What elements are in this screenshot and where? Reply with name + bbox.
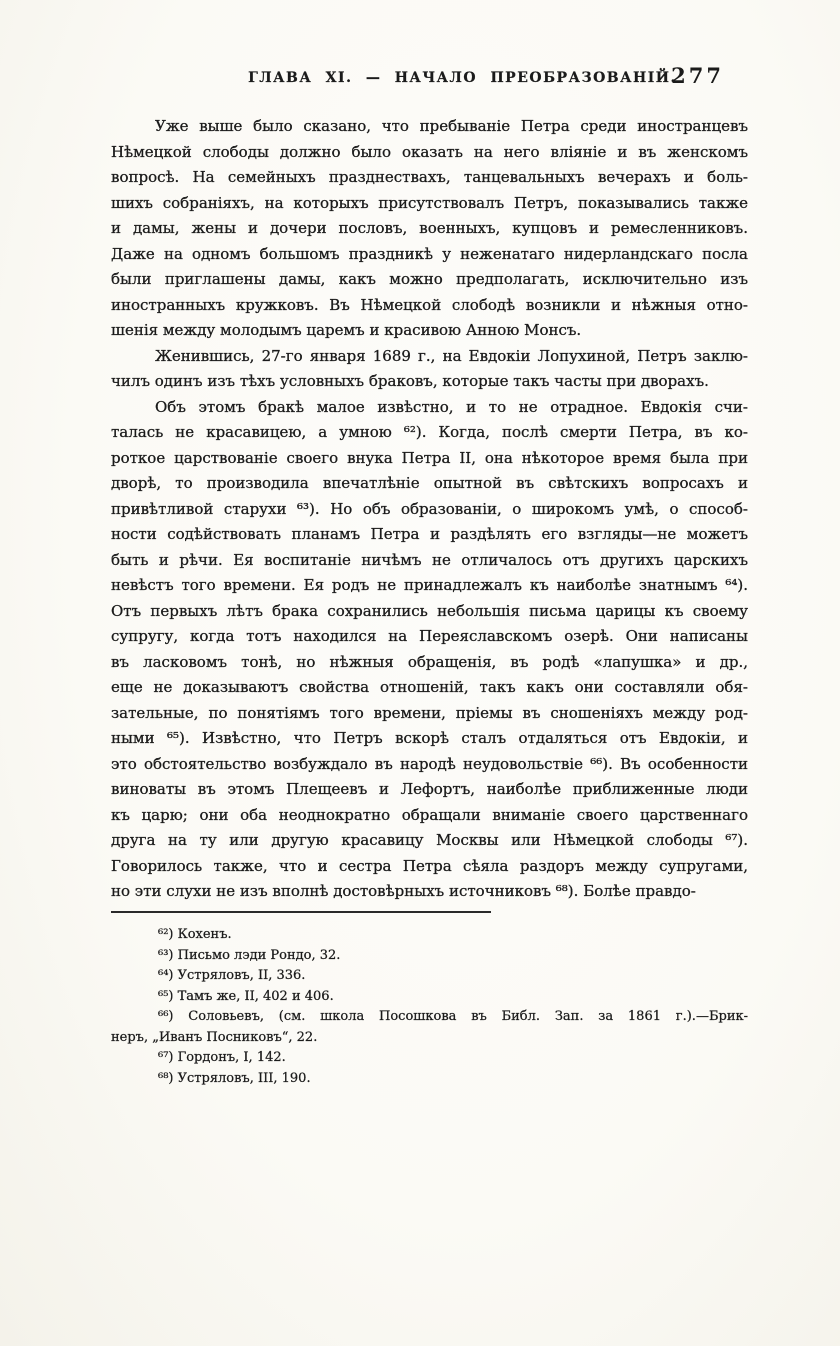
text-line: ⁶⁴) Устряловъ, II, 336. (158, 968, 306, 983)
text-line: Отъ первыхъ лѣтъ брака сохранились небольшія письма царицы къ своему (111, 601, 748, 620)
text-line: ⁶⁶) Соловьевъ, (см. школа Посошкова въ Библ. Зап. за 1861 г.).—Брик- (158, 1009, 748, 1024)
text-line: виноваты въ этомъ Плещеевъ и Лефортъ, наиболѣе приближенные люди (111, 780, 748, 798)
text-line: это обстоятельство возбуждало въ народѣ неудовольствіе ⁶⁶). Въ особенности (111, 754, 748, 773)
text-line: шихъ собраніяхъ, на которыхъ присутствовалъ Петръ, показывались также (111, 193, 748, 212)
text-line: шенія между молодымъ царемъ и красивою Анною Монсъ. (111, 321, 582, 339)
footnote (111, 987, 748, 1008)
text-line: друга на ту или другую красавицу Москвы или Нѣмецкой слободы ⁶⁷). (111, 831, 748, 849)
footnote (111, 1048, 748, 1069)
text-line: были приглашены дамы, какъ можно предполагать, исключительно изъ (111, 270, 748, 288)
text-line: ⁶⁸) Устряловъ, III, 190. (158, 1070, 311, 1086)
text-line: Уже выше было сказано, что пребываніе Петра среди иностранцевъ (155, 117, 748, 135)
text-line: ⁶²) Кохенъ. (158, 927, 232, 942)
running-title: ГЛАВА XI. — НАЧАЛО ПРЕОБРАЗОВАНІЙ. (248, 70, 677, 86)
text-line: зательные, по понятіямъ того времени, пріемы въ сношеніяхъ между род- (111, 703, 748, 722)
text-line: иностранныхъ кружковъ. Въ Нѣмецкой слободѣ возникли и нѣжныя отно- (111, 295, 748, 314)
footnote (111, 946, 748, 967)
text-line: ности содѣйствовать планамъ Петра и раздѣлять его взгляды—не можетъ (111, 525, 748, 543)
paragraph (111, 344, 748, 395)
text-line: ⁶⁷) Гордонъ, I, 142. (158, 1050, 286, 1065)
text-line: Нѣмецкой слободы должно было оказать на него вліяніе и въ женскомъ (111, 142, 748, 161)
page-header (111, 63, 748, 100)
footnotes (111, 925, 748, 1089)
text-line: но эти слухи не изъ вполнѣ достовѣрныхъ источниковъ ⁶⁸). Болѣе правдо- (111, 882, 696, 900)
text-line: талась не красавицею, а умною ⁶²). Когда, послѣ смерти Петра, въ ко- (111, 423, 748, 441)
text-line: ⁶⁵) Тамъ же, II, 402 и 406. (158, 988, 334, 1004)
footnote-separator (111, 911, 491, 913)
text-line: Даже на одномъ большомъ праздникѣ у неженатаго нидерландскаго посла (111, 244, 748, 263)
footnote (111, 966, 748, 987)
paragraph (111, 114, 748, 344)
footnote (111, 1007, 748, 1048)
text-line: Говорилось также, что и сестра Петра сѣяла раздоръ между супругами, (111, 856, 748, 875)
text-line: привѣтливой старухи ⁶³). Но объ образованіи, о широкомъ умѣ, о способ- (111, 499, 748, 518)
footnote (111, 925, 748, 946)
text-line: ными ⁶⁵). Извѣстно, что Петръ вскорѣ сталъ отдаляться отъ Евдокіи, и (111, 729, 748, 747)
text-line: чилъ одинъ изъ тѣхъ условныхъ браковъ, которые такъ часты при дворахъ. (111, 372, 709, 390)
text-line: и дамы, жены и дочери пословъ, военныхъ, купцовъ и ремесленниковъ. (111, 219, 748, 237)
text-line: быть и рѣчи. Ея воспитаніе ничѣмъ не отличалось отъ другихъ царскихъ (111, 550, 748, 569)
text-line: невѣстъ того времени. Ея родъ не принадлежалъ къ наиболѣе знатнымъ ⁶⁴). (111, 576, 748, 594)
footnote (111, 1069, 748, 1090)
text-line: въ ласковомъ тонѣ, но нѣжныя обращенія, въ родѣ «лапушка» и др., (111, 652, 748, 671)
paragraph (111, 395, 748, 905)
page-number: 277 (671, 63, 724, 88)
text-line: ⁶³) Письмо лэди Рондо, 32. (158, 947, 341, 963)
text-line: еще не доказываютъ свойства отношеній, такъ какъ они составляли обя- (111, 678, 748, 696)
text-line: неръ, „Иванъ Посниковъ“, 22. (111, 1029, 318, 1045)
body-text (111, 114, 748, 905)
text-line: вопросѣ. На семейныхъ празднествахъ, танцевальныхъ вечерахъ и боль- (111, 168, 748, 186)
text-line: роткое царствованіе своего внука Петра II, она нѣкоторое время была при (111, 448, 748, 467)
text-line: Объ этомъ бракѣ малое извѣстно, и то не отрадное. Евдокія счи- (155, 397, 748, 416)
text-line: дворѣ, то производила впечатлѣніе опытной въ свѣтскихъ вопросахъ и (111, 474, 748, 492)
text-line: супругу, когда тотъ находился на Переяславскомъ озерѣ. Они написаны (111, 627, 748, 645)
text-line: къ царю; они оба неоднократно обращали вниманіе своего царственнаго (111, 805, 748, 824)
text-line: Женившись, 27-го января 1689 г., на Евдокіи Лопухиной, Петръ заклю- (155, 346, 748, 365)
